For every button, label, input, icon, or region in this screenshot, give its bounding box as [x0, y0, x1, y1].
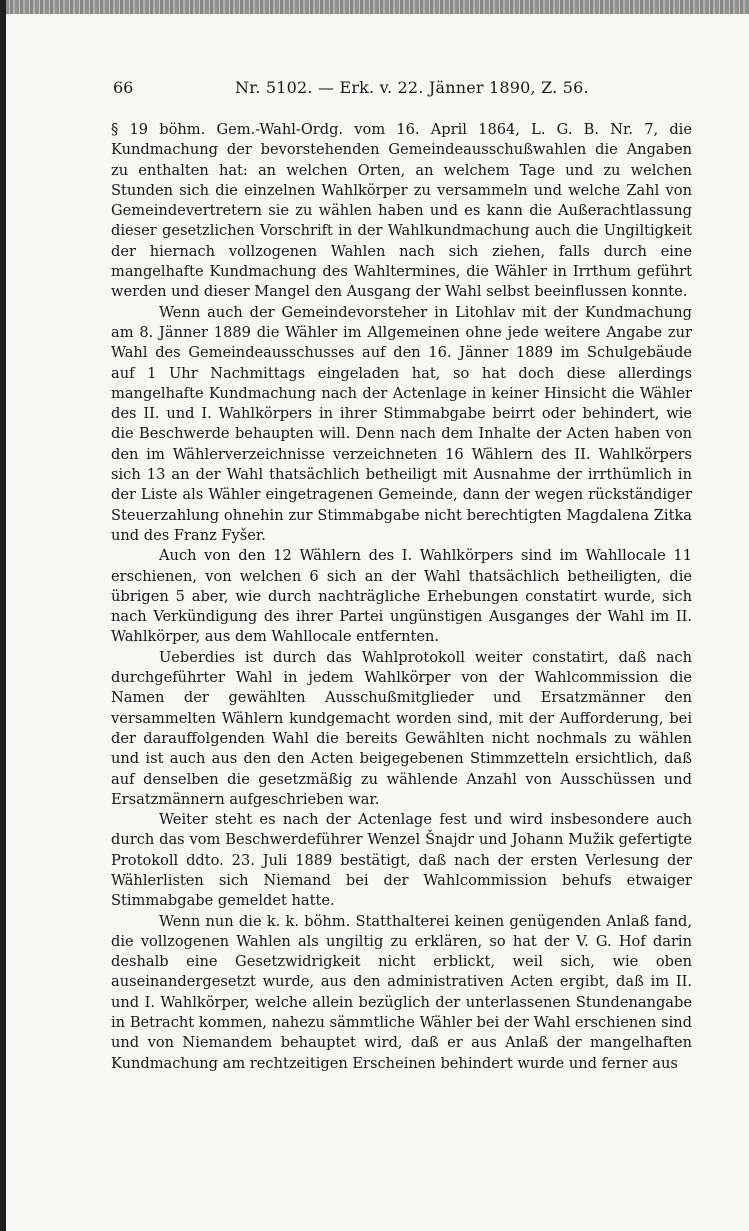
paragraph: Auch von den 12 Wählern des I. Wahlkörpers sind im Wahllocale 11 erschienen, von welchen 6 sich an der Wahl thatsächlich betheiligten, die übrigen 5 aber, wie durch nachträgliche Erhebungen constatirt wurde, sich nach Verkündigung des ihrer Partei ungünstigen Ausganges der Wahl im II. Wahlkörper, aus dem Wahllocale entfernten.: [111, 547, 692, 646]
paragraph: Wenn auch der Gemeindevorsteher in Litohlav mit der Kundmachung am 8. Jänner 1889 die Wähler im Allgemeinen ohne jede weitere Angabe zur Wahl des Gemeindeausschusses auf den 16. Jänner 1889 im Schulgebäude auf 1 Uhr Nachmittags eingeladen hat, so hat doch diese allerdings mangelhafte Kundmachung nach der Actenlage in keiner Hinsicht die Wähler des II. und I. Wahlkörpers in ihrer Stimmabgabe beirrt oder behindert, wie die Beschwerde behaupten will. Denn nach dem Inhalte der Acten haben von den im Wählerverzeichnisse verzeichneten 16 Wählern des II. Wahlkörpers sich 13 an der Wahl thatsächlich betheiligt mit Ausnahme der irrthümlich in der Liste als Wähler eingetragenen Gemeinde, dann der wegen rückständiger Steuerzahlung ohnehin zur Stimmabgabe nicht berechtigten Magdalena Zitka und des Franz Fyšer.: [111, 303, 692, 544]
paragraph: Ueberdies ist durch das Wahlprotokoll weiter constatirt, daß nach durchgeführter Wahl in jedem Wahlkörper von der Wahlcommission die Namen der gewählten Ausschußmitglieder und Ersatzmänner den versammelten Wählern kundgemacht worden sind, mit der Aufforderung, bei der darauffolgenden Wahl die bereits Gewählten nicht nochmals zu wählen und ist auch aus den den Acten beigegebenen Stimmzetteln ersichtlich, daß auf denselben die gesetzmäßig zu wählende Anzahl von Ausschüssen und Ersatzmännern aufgeschrieben war.: [111, 648, 692, 808]
page-header: [113, 78, 649, 104]
paragraph: Weiter steht es nach der Actenlage fest und wird insbesondere auch durch das vom Beschwerdeführer Wenzel Šnajdr und Johann Mužik gefertigte Protokoll ddto. 23. Juli 1889 bestätigt, daß nach der ersten Verlesung der Wählerlisten sich Niemand bei der Wahlcommission behufs etwaiger Stimmabgabe gemeldet hatte.: [111, 811, 692, 910]
running-head: Nr. 5102. — Erk. v. 22. Jänner 1890, Z. 56.: [235, 78, 589, 97]
body-text: [111, 120, 692, 1074]
paragraph: Wenn nun die k. k. böhm. Statthalterei keinen genügenden Anlaß fand, die vollzogenen Wahlen als ungiltig zu erklären, so hat der V. G. Hof darin deshalb eine Gesetzwidrigkeit nicht erblickt, weil sich, wie oben auseinandergesetzt wurde, aus den administrativen Acten ergibt, daß im II. und I. Wahlkörper, welche allein bezüglich der unterlassenen Stundenangabe in Betracht kommen, nahezu sämmtliche Wähler bei der Wahl erschienen sind und von Niemandem behauptet wird, daß er aus Anlaß der mangelhaften Kundmachung am rechtzeitigen Erscheinen behindert wurde und ferner aus: [111, 912, 692, 1072]
paragraph: § 19 böhm. Gem.-Wahl-Ordg. vom 16. April 1864, L. G. B. Nr. 7, die Kundmachung der bevorstehenden Gemeindeausschußwahlen die Angaben zu enthalten hat: an welchen Orten, an welchem Tage und zu welchen Stunden sich die einzelnen Wahlkörper zu versammeln und welche Zahl von Gemeindevertretern sie zu wählen haben und es kann die Außerachtlassung dieser gesetzlichen Vorschrift in der Wahlkundmachung auch die Ungiltigkeit der hiernach vollzogenen Wahlen nach sich ziehen, falls durch eine mangelhafte Kundmachung des Wahltermines, die Wähler in Irrthum geführt werden und dieser Mangel den Ausgang der Wahl selbst beeinflussen konnte.: [111, 121, 692, 301]
page-number: 66: [113, 78, 134, 97]
